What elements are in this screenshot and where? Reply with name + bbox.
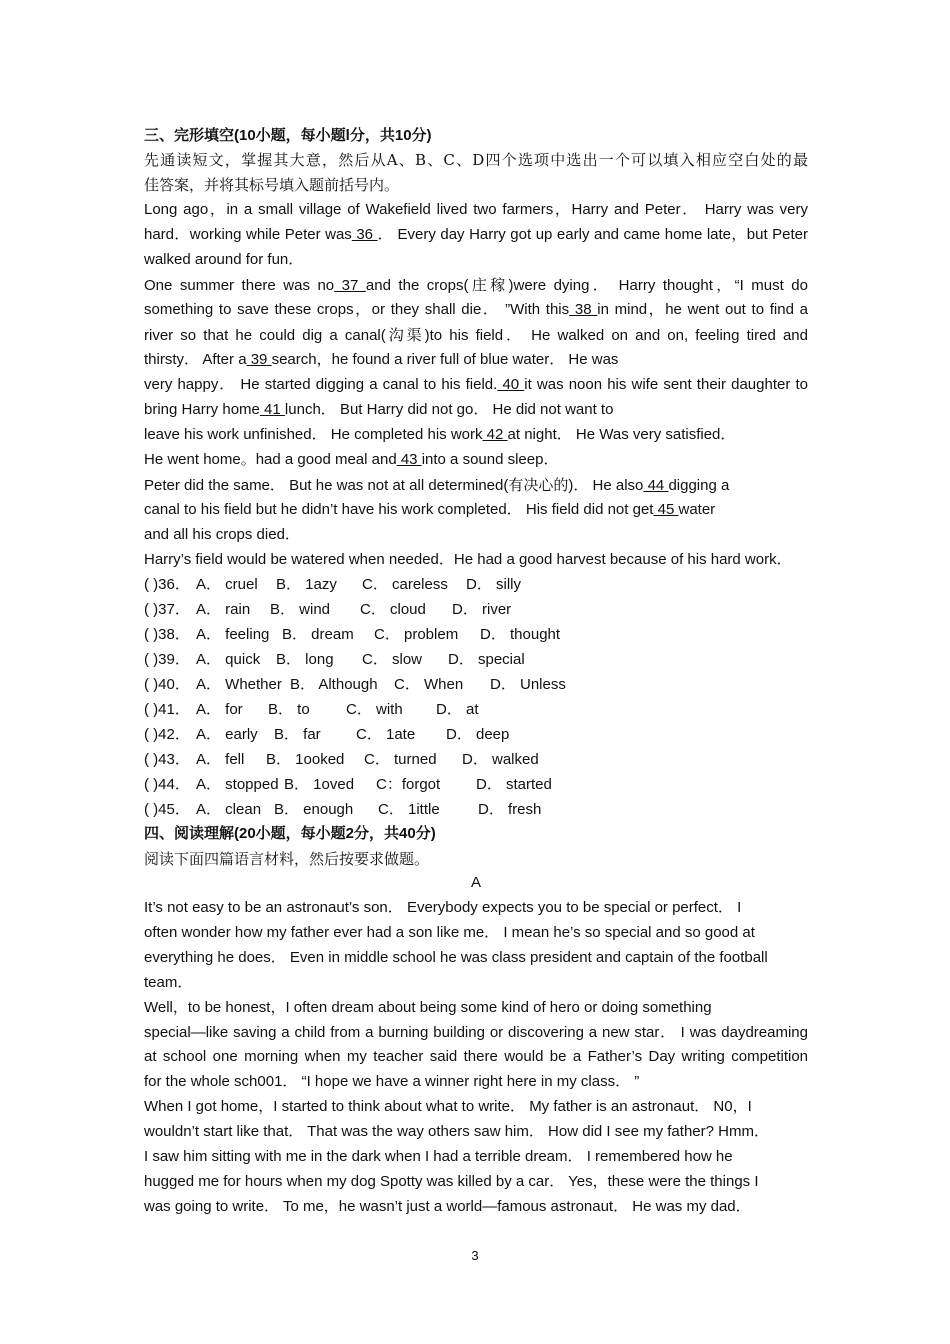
section-4-instructions: 阅读下面四篇语言材料，然后按要求做题。 <box>144 850 430 868</box>
passage-text: hard．working while Peter was <box>144 226 352 243</box>
option-a: A． rain <box>196 601 251 618</box>
question-42 <box>144 723 808 747</box>
cloze-passage-line-2 <box>144 223 808 247</box>
option-b: B． far <box>274 726 321 743</box>
blank-43: 43 <box>396 451 422 468</box>
blank-39: 39 <box>246 351 272 368</box>
option-d: D． walked <box>462 751 539 768</box>
option-b: B． 1azy <box>276 576 337 593</box>
passage-a-title: A <box>470 874 481 891</box>
passage-text: leave his work unfinished． He completed his work <box>144 426 483 443</box>
option-b: B． Although <box>290 676 378 693</box>
option-c: C． careless <box>362 576 448 593</box>
option-a: A． early <box>196 726 258 743</box>
question-45 <box>144 798 808 822</box>
option-c: C． 1ate <box>356 726 416 743</box>
passage-text: and the crops( <box>365 277 469 294</box>
passage-text: )were dying． Harry thought，“I must do <box>508 277 808 294</box>
option-c: C． with <box>346 701 403 718</box>
cloze-passage-line-5 <box>144 298 808 322</box>
passage-a-line-1: It’s not easy to be an astronaut’s son． Everybody expects you to be special or perfect． I <box>144 899 742 916</box>
option-a: A． cruel <box>196 576 258 593</box>
option-d: D． deep <box>446 726 510 743</box>
option-d: D． started <box>476 776 552 793</box>
passage-text: canal to his field but he didn’t have his work completed． His field did not get <box>144 501 654 518</box>
option-c: C． slow <box>362 651 423 668</box>
blank-38: 38 <box>569 301 598 318</box>
option-c: C：forgot <box>376 776 441 793</box>
option-b: B． 1oved <box>284 776 355 793</box>
question-number: ( )38． <box>144 626 190 643</box>
passage-a-line-7: at school one morning when my teacher said there would be a Father’s Day writing competition <box>144 1048 808 1065</box>
passage-text: lunch． But Harry did not go． He did not want to <box>284 401 614 418</box>
question-44 <box>144 773 808 797</box>
option-c: C． When <box>394 676 464 693</box>
question-number: ( )41． <box>144 701 190 718</box>
passage-text: water <box>678 501 716 518</box>
passage-text: )to his field． He walked on and on, feeling tired and <box>424 327 808 344</box>
cloze-passage-line-4 <box>144 273 808 297</box>
passage-a-line-12: hugged me for hours when my dog Spotty was killed by a car． Yes，these were the things I <box>144 1173 759 1190</box>
question-41 <box>144 698 808 722</box>
passage-text: river so that he could dig a canal( <box>144 327 386 344</box>
blank-40: 40 <box>497 376 525 393</box>
section-4-heading: 四、阅读理解(20小题，每小题2分，共40分) <box>144 825 436 842</box>
page-number: 3 <box>471 1248 479 1263</box>
option-d: D． Unless <box>490 676 566 693</box>
passage-a-line-3: everything he does． Even in middle school he was class president and captain of the football <box>144 949 768 966</box>
passage-a-line-8: for the whole sch001． “I hope we have a winner right here in my class． ” <box>144 1073 640 1090</box>
question-number: ( )44． <box>144 776 190 793</box>
option-b: B． enough <box>274 801 354 818</box>
passage-text: something to save these crops，or they shall die． ”With this <box>144 301 570 318</box>
section-3-heading: 三、完形填空(10小题，每小题l分，共10分) <box>144 127 432 144</box>
question-36 <box>144 573 808 597</box>
passage-a-line-2: often wonder how my father ever had a son like me． I mean he’s so special and so good at <box>144 924 755 941</box>
option-c: C． 1ittle <box>378 801 440 818</box>
cloze-passage-line-1: Long ago，in a small village of Wakefield lived two farmers，Harry and Peter． Harry was very <box>144 201 808 218</box>
blank-37: 37 <box>334 277 366 294</box>
option-c: C． cloud <box>360 601 426 618</box>
option-a: A． fell <box>196 751 245 768</box>
passage-a-line-9: When I got home，I started to think about what to write． My father is an astronaut． N0，I <box>144 1098 752 1115</box>
gloss-crops: 庄稼 <box>468 276 509 294</box>
passage-a-line-10: wouldn’t start like that． That was the way others saw him． How did I see my father? Hmm． <box>144 1123 769 1140</box>
gloss-canal: 沟渠 <box>385 326 425 344</box>
passage-a-line-5: Well，to be honest，I often dream about being some kind of hero or doing something <box>144 999 712 1016</box>
passage-text: into a sound sleep． <box>421 451 559 468</box>
cloze-passage-line-8 <box>144 373 808 397</box>
cloze-passage-line-13 <box>144 498 808 522</box>
question-39 <box>144 648 808 672</box>
passage-text: very happy． He started digging a canal to his field. <box>144 376 498 393</box>
option-c: C． problem <box>374 626 459 643</box>
question-43 <box>144 748 808 772</box>
question-number: ( )39． <box>144 651 190 668</box>
passage-text: thirsty． After a <box>144 351 247 368</box>
blank-42: 42 <box>482 426 508 443</box>
option-a: A． quick <box>196 651 261 668</box>
passage-text: Peter did the same． But he was not at all determined( <box>144 477 509 494</box>
option-d: D． at <box>436 701 479 718</box>
cloze-passage-line-15: Harry’s field would be watered when needed．He had a good harvest because of his hard work． <box>144 551 792 568</box>
blank-41: 41 <box>259 401 285 418</box>
question-number: ( )36． <box>144 576 190 593</box>
blank-45: 45 <box>653 501 679 518</box>
passage-text: search，he found a river full of blue water． He was <box>271 351 619 368</box>
passage-a-line-13: was going to write． To me，he wasn’t just a world—famous astronaut． He was my dad． <box>144 1198 751 1215</box>
passage-text: it was noon his wife sent their daughter to <box>524 376 808 393</box>
option-d: D． special <box>448 651 525 668</box>
cloze-passage-line-9 <box>144 398 808 422</box>
option-a: A． for <box>196 701 243 718</box>
cloze-passage-line-14: and all his crops died． <box>144 526 300 543</box>
cloze-passage-line-10 <box>144 423 808 447</box>
question-number: ( )42． <box>144 726 190 743</box>
cloze-passage-line-12 <box>144 473 808 497</box>
option-d: D． fresh <box>478 801 542 818</box>
blank-36: 36 <box>351 226 378 243</box>
question-40 <box>144 673 808 697</box>
passage-text: He went home。had a good meal and <box>144 451 397 468</box>
cloze-passage-line-11 <box>144 448 808 472</box>
option-d: D． thought <box>480 626 561 643</box>
option-b: B． to <box>268 701 310 718</box>
option-b: B． wind <box>270 601 331 618</box>
question-37 <box>144 598 808 622</box>
passage-text: at night． He Was very satisfied． <box>507 426 736 443</box>
passage-text: bring Harry home <box>144 401 260 418</box>
cloze-passage-line-7 <box>144 348 808 372</box>
gloss-determined: 有决心的 <box>508 476 569 494</box>
option-c: C． turned <box>364 751 437 768</box>
option-a: A． stopped <box>196 776 279 793</box>
passage-text: in mind，he went out to find a <box>597 301 808 318</box>
passage-a-line-4: team． <box>144 974 193 991</box>
option-a: A． Whether <box>196 676 282 693</box>
question-number: ( )43． <box>144 751 190 768</box>
option-b: B． long <box>276 651 334 668</box>
section-3-instruction-line-2: 佳答案，并将其标号填入题前括号内。 <box>144 176 400 194</box>
passage-a-line-11: I saw him sitting with me in the dark when I had a terrible dream． I remembered how he <box>144 1148 733 1165</box>
passage-text: ． Every day Harry got up early and came home late，but Peter <box>377 226 809 243</box>
option-a: A． feeling <box>196 626 270 643</box>
option-d: D． silly <box>466 576 521 593</box>
passage-a-line-6: special—like saving a child from a burning building or discovering a new star． I was daydreaming <box>144 1024 808 1041</box>
section-3-instruction-line-1: 先通读短文，掌握其大意，然后从A、B、C、D四个选项中选出一个可以填入相应空白处的最 <box>144 151 808 169</box>
option-b: B． dream <box>282 626 354 643</box>
passage-text: digging a <box>668 477 730 494</box>
option-d: D． river <box>452 601 512 618</box>
passage-text: One summer there was no <box>144 277 335 294</box>
cloze-passage-line-6 <box>144 323 808 347</box>
passage-text: )． He also <box>568 477 644 494</box>
question-number: ( )37． <box>144 601 190 618</box>
question-number: ( )45． <box>144 801 190 818</box>
option-b: B． 1ooked <box>266 751 345 768</box>
question-38 <box>144 623 808 647</box>
blank-44: 44 <box>643 477 669 494</box>
cloze-passage-line-3: walked around for fun． <box>144 251 304 268</box>
question-number: ( )40． <box>144 676 190 693</box>
option-a: A． clean <box>196 801 262 818</box>
